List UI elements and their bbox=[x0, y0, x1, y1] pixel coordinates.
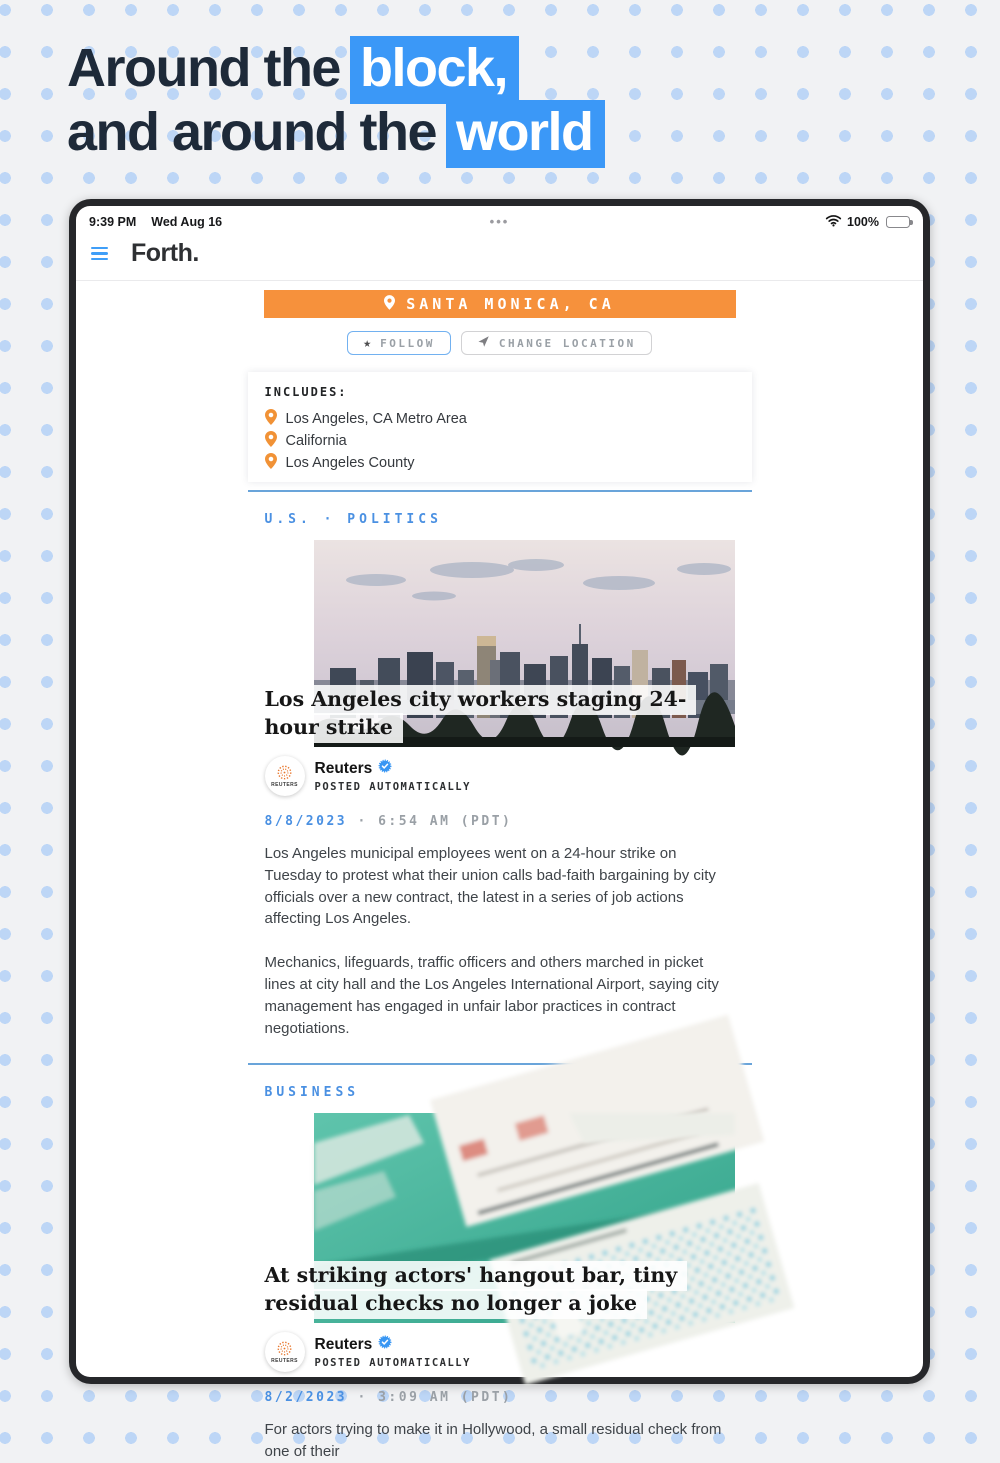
article-headline-text: At striking actors' hangout bar, tiny residual checks no longer a joke bbox=[252, 1261, 688, 1319]
status-time: 9:39 PM bbox=[89, 214, 137, 229]
article-dateline bbox=[265, 814, 752, 829]
verified-icon bbox=[378, 1335, 392, 1354]
article-headline[interactable] bbox=[252, 1262, 734, 1317]
article-paragraph: Mechanics, lifeguards, traffic officers and others marched in picket lines at city hall and the Los Angeles International Airport, saying city management has engaged in unfair labor practices in contract negotiations. bbox=[264, 954, 719, 1037]
article-dateline bbox=[265, 1390, 752, 1405]
includes-item[interactable] bbox=[265, 430, 735, 452]
status-center-dots: ••• bbox=[489, 214, 510, 229]
article-residual-checks bbox=[248, 1085, 752, 1463]
article-date: 8/2/2023 bbox=[264, 1390, 348, 1406]
follow-button[interactable] bbox=[347, 331, 451, 355]
battery-percent: 100% bbox=[847, 214, 879, 229]
location-banner-label: SANTA MONICA, CA bbox=[406, 295, 615, 313]
article-body bbox=[265, 843, 737, 1039]
article-media[interactable] bbox=[264, 540, 735, 747]
hero-line2-text: and around the bbox=[67, 102, 436, 162]
source-name: Reuters bbox=[314, 759, 373, 777]
includes-label: INCLUDES: bbox=[264, 385, 348, 399]
article-paragraph: Los Angeles municipal employees went on a 24-hour strike on Tuesday to protest what their union calls bad-faith bargaining by city officials over a new contract, the latest in a series of job actions affecting Los Angeles. bbox=[264, 845, 716, 928]
hero-line2-highlight: world bbox=[446, 100, 605, 168]
battery-icon bbox=[886, 216, 910, 228]
article-section-label: U.S. · POLITICS bbox=[264, 512, 442, 527]
article-time: 3:09 AM (PDT) bbox=[378, 1390, 513, 1406]
star-icon: ★ bbox=[363, 335, 372, 351]
article-la-strike bbox=[248, 512, 752, 1065]
avatar-label: REUTERS bbox=[271, 782, 298, 788]
includes-item[interactable] bbox=[265, 452, 735, 474]
article-headline-text: Los Angeles city workers staging 24-hour strike bbox=[252, 685, 697, 743]
includes-item[interactable] bbox=[265, 408, 735, 430]
article-date: 8/8/2023 bbox=[264, 814, 348, 829]
hero-line-1 bbox=[67, 36, 605, 100]
hero-line-2 bbox=[67, 100, 605, 164]
article-body bbox=[265, 1419, 737, 1463]
ipad-frame bbox=[69, 199, 930, 1461]
verified-icon bbox=[378, 759, 392, 778]
pin-icon bbox=[265, 453, 277, 473]
dateline-separator: · bbox=[357, 814, 368, 829]
hero-line1-highlight: block, bbox=[350, 36, 519, 104]
feed-content bbox=[248, 290, 752, 1463]
app-logo: Forth. bbox=[131, 239, 199, 267]
posted-automatically-label: POSTED AUTOMATICALLY bbox=[314, 1357, 471, 1370]
pin-icon bbox=[265, 431, 277, 451]
app-header bbox=[76, 230, 923, 281]
article-time: 6:54 AM (PDT) bbox=[378, 814, 513, 829]
reuters-logo-icon bbox=[276, 764, 293, 781]
avatar-label: REUTERS bbox=[271, 1358, 298, 1365]
ipad-screen bbox=[76, 206, 923, 1461]
pin-icon bbox=[265, 409, 277, 429]
section-divider bbox=[248, 490, 752, 492]
reuters-avatar bbox=[265, 1332, 305, 1372]
article-byline bbox=[265, 756, 752, 796]
status-date: Wed Aug 16 bbox=[151, 214, 223, 229]
includes-card bbox=[248, 372, 752, 482]
article-media[interactable] bbox=[264, 1113, 735, 1323]
change-location-button-label: CHANGE LOCATION bbox=[498, 336, 636, 350]
includes-item-label: California bbox=[285, 433, 347, 449]
reuters-avatar bbox=[265, 756, 305, 796]
source-name: Reuters bbox=[314, 1335, 373, 1353]
hero-line1-text: Around the bbox=[67, 38, 340, 98]
follow-button-label: FOLLOW bbox=[380, 336, 435, 350]
navigate-icon bbox=[477, 335, 490, 351]
article-paragraph: For actors trying to make it in Hollywood, a small residual check from one of their bbox=[264, 1421, 722, 1461]
change-location-button[interactable] bbox=[461, 331, 652, 355]
posted-automatically-label: POSTED AUTOMATICALLY bbox=[314, 781, 471, 793]
location-pin-icon bbox=[384, 295, 395, 314]
dateline-separator: · bbox=[357, 1390, 368, 1406]
reuters-logo-icon bbox=[276, 1340, 293, 1357]
article-section-label: BUSINESS bbox=[264, 1085, 360, 1101]
includes-item-label: Los Angeles County bbox=[285, 455, 415, 471]
location-actions bbox=[248, 331, 752, 355]
article-headline[interactable] bbox=[252, 686, 734, 741]
status-bar bbox=[76, 206, 923, 230]
includes-list bbox=[265, 408, 735, 474]
menu-icon[interactable] bbox=[91, 247, 108, 261]
location-banner[interactable] bbox=[264, 290, 736, 318]
includes-item-label: Los Angeles, CA Metro Area bbox=[285, 411, 467, 427]
hero-heading bbox=[67, 36, 605, 164]
